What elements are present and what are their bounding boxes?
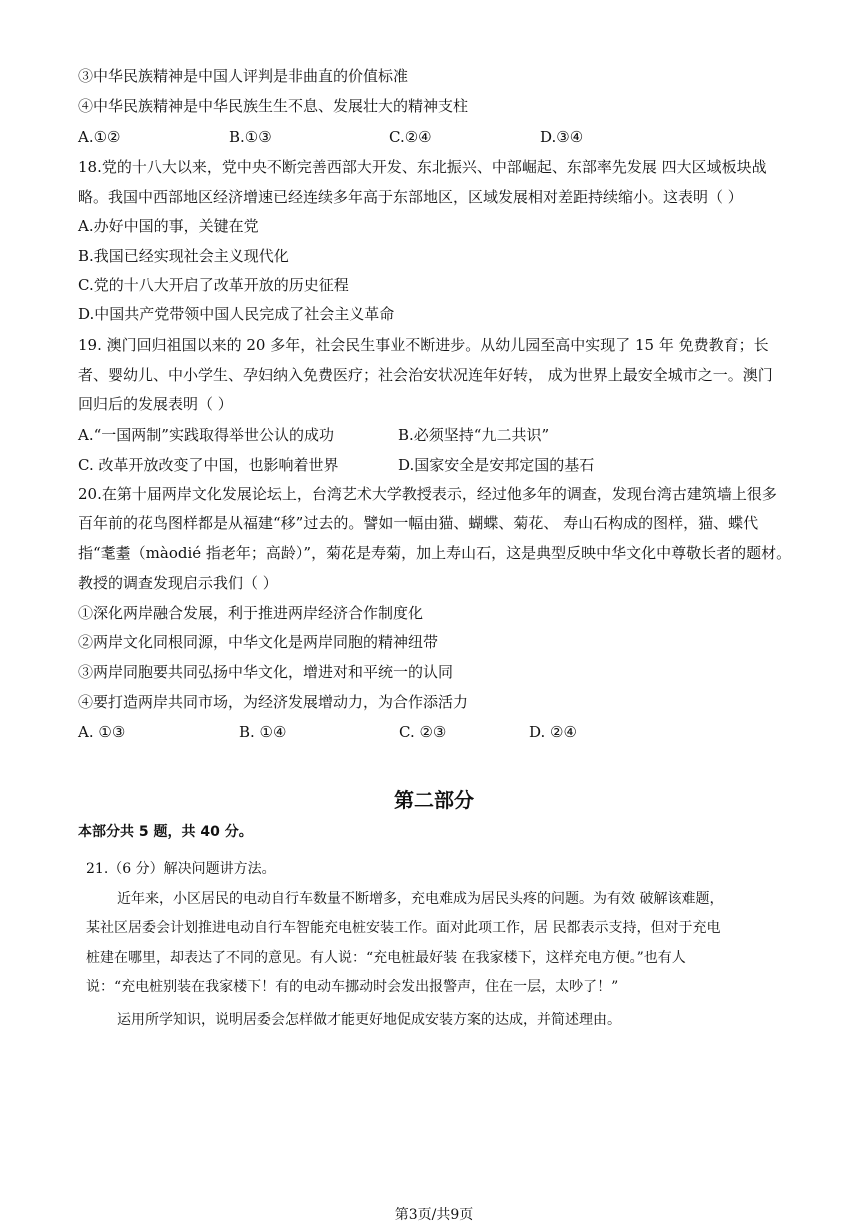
q21-material-line-4: 说：“充电桩别装在我家楼下！有的电动车挪动时会发出报警声，住在一层，太吵了！” (86, 979, 619, 995)
q19-stem-line-2: 者、婴幼儿、中小学生、孕妇纳入免费医疗；社会治安状况连年好转， 成为世界上最安全城市之一。澳门 (78, 366, 773, 384)
q18-option-c: C.党的十八大开启了改革开放的历史征程 (78, 276, 349, 294)
q20-statement-1: ①深化两岸融合发展，利于推进两岸经济合作制度化 (78, 604, 424, 622)
q21-stem: 21.（6 分）解决问题讲方法。 (86, 861, 276, 877)
q19-option-a: A.“一国两制”实践取得举世公认的成功 (78, 426, 334, 444)
q19-option-b: B.必须坚持“九二共识” (398, 426, 550, 444)
q20-stem-line-4: 教授的调查发现启示我们（ ） (78, 574, 278, 592)
q19-option-c: C. 改革开放改变了中国，也影响着世界 (78, 456, 339, 474)
q20-statement-3: ③两岸同胞要共同弘扬中华文化，增进对和平统一的认同 (78, 663, 454, 681)
q17-option-d: D.③④ (540, 128, 584, 146)
q17-option-a: A.①② (78, 128, 121, 146)
q20-stem-line-3: 指“耄耋（màodié 指老年；高龄）”，菊花是寿菊，加上寿山石，这是典型反映中华文化中尊敬长者的题材。 (78, 544, 792, 562)
q20-option-d: D. ②④ (529, 723, 577, 741)
q18-option-d: D.中国共产党带领中国人民完成了社会主义革命 (78, 305, 395, 323)
q21-material-line-3: 桩建在哪里，却表达了不同的意见。有人说：“充电桩最好装 在我家楼下，这样充电方便。”也有人 (86, 950, 686, 966)
q20-option-b: B. ①④ (239, 723, 287, 741)
q20-option-a: A. ①③ (78, 723, 126, 741)
q20-stem-line-2: 百年前的花鸟图样都是从福建“移”过去的。譬如一幅由猫、蝴蝶、菊花、 寿山石构成的图样，猫、蝶代 (78, 514, 759, 532)
q19-option-d: D.国家安全是安邦定国的基石 (398, 456, 595, 474)
q17-statement-3: ③中华民族精神是中国人评判是非曲直的价值标准 (78, 67, 409, 85)
q21-material-line-1: 近年来，小区居民的电动自行车数量不断增多，充电难成为居民头疼的问题。为有效 破解该难题， (117, 891, 724, 907)
q21-material-line-2: 某社区居委会计划推进电动自行车智能充电桩安装工作。面对此项工作，居 民都表示支持，但对于充电 (86, 920, 721, 936)
part-two-subtitle: 本部分共 5 题，共 40 分。 (78, 824, 253, 840)
page-number: 第3页/共9页 (394, 1207, 474, 1223)
q19-stem-line-3: 回归后的发展表明（ ） (78, 395, 233, 413)
q18-stem-line-1: 18.党的十八大以来，党中央不断完善西部大开发、东北振兴、中部崛起、东部率先发展 四大区域板块战 (78, 158, 767, 176)
q20-statement-4: ④要打造两岸共同市场，为经济发展增动力，为合作添活力 (78, 693, 469, 711)
q18-stem-line-2: 略。我国中西部地区经济增速已经连续多年高于东部地区，区域发展相对差距持续缩小。这表明（ ） (78, 188, 743, 206)
q17-option-c: C.②④ (389, 128, 432, 146)
q20-option-c: C. ②③ (399, 723, 447, 741)
part-two-heading: 第二部分 (394, 788, 474, 812)
q19-stem-line-1: 19. 澳门回归祖国以来的 20 多年，社会民生事业不断进步。从幼儿园至高中实现了 15 年 免费教育；长 (78, 336, 769, 354)
q20-stem-line-1: 20.在第十届两岸文化发展论坛上，台湾艺术大学教授表示，经过他多年的调查，发现台湾古建筑墙上很多 (78, 485, 777, 503)
q21-task: 运用所学知识，说明居委会怎样做才能更好地促成安装方案的达成，并简述理由。 (117, 1012, 621, 1028)
q18-option-b: B.我国已经实现社会主义现代化 (78, 247, 289, 265)
q17-option-b: B.①③ (229, 128, 272, 146)
q17-statement-4: ④中华民族精神是中华民族生生不息、发展壮大的精神支柱 (78, 97, 469, 115)
q18-option-a: A.办好中国的事，关键在党 (78, 217, 259, 235)
q20-statement-2: ②两岸文化同根同源，中华文化是两岸同胞的精神纽带 (78, 633, 439, 651)
